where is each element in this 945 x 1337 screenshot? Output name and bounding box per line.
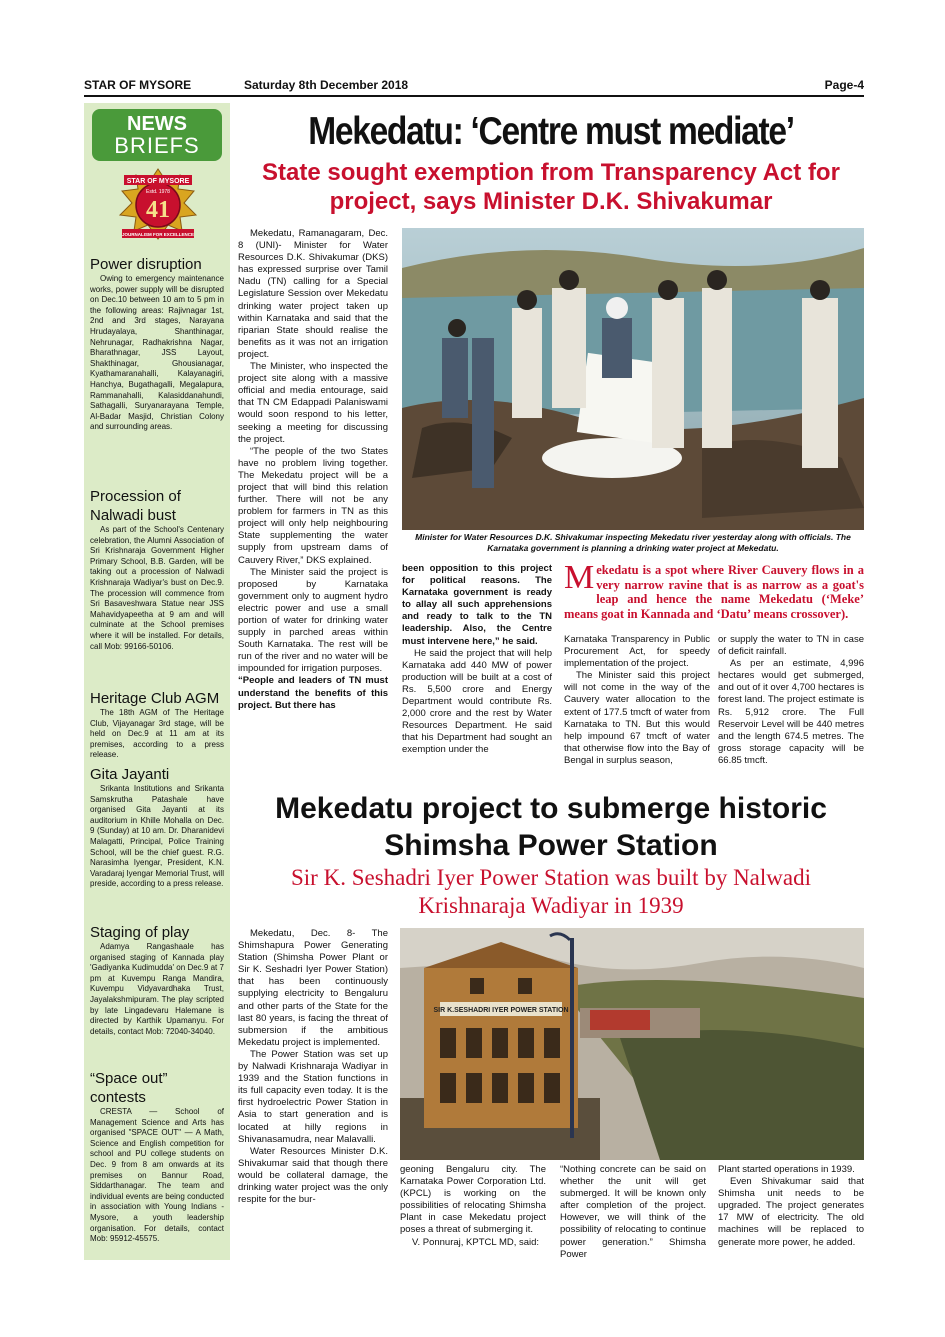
brief-gita-jayanti [90,765,224,890]
news-briefs-title-bottom: BRIEFS [114,133,200,158]
mekedatu-pull-quote [564,559,864,631]
story2-paragraph: Water Resources Minister D.K. Shivakumar said that though there would be collateral damage, the drinking water project was the only respite for the bur- [238,1145,388,1206]
story1-paragraph: “The people of the two States have no problem living together. The Mekedatu project will be a project that will bind this relation further. There will not be any problem for farmers in TN as this project will only help neighbouring State supplementing the water supply from upstream dams of Cauvery River,” DKS explained. [238,445,388,566]
star-of-mysore-41-logo [114,167,202,245]
brief-staging-of-play [90,923,224,1037]
logo-motto: JOURNALISM FOR EXCELLENCE [121,232,195,237]
page-header [84,78,864,96]
story1-headline: Mekedatu: ‘Centre must mediate’ [308,110,794,153]
brief-body: The 18th AGM of The Heritage Club, Vijayanagar 3rd stage, will be held on Dec.9 at 11 am at its premises, according to a press release. [90,708,224,760]
story1-paragraph: Karnataka Transparency in Public Procurement Act, for speedy implementation of the project. [564,634,710,670]
story2-paragraph: “Nothing concrete can be said on whether the unit will get submerged. It will be known only after completion of the project. However, we will think of the possibility of relocating to continue power generation.” Shimsha Power [560,1164,706,1260]
story1-paragraph: The Minister said this project will not come in the way of the Cauvery water allocation to the extent of 177.5 tmcft of water from Karnataka to TN. But this would help impound 67 tmcft of water that otherwise flow into the Bay of Bengal in surplus season, [564,670,710,766]
mekedatu-inspection-photo [402,228,864,530]
news-briefs-title-top: NEWS [127,113,187,135]
story2-subhead: Sir K. Seshadri Iyer Power Station was built by Nalwadi Krishnaraja Wadiyar in 1939 [291,865,811,918]
story2-column-3 [560,1164,706,1264]
story1-paragraph: As per an estimate, 4,996 hectares would get submerged, and out of it over 4,700 hectares is forest land. The project estimate is Rs. 5,912 crore. The Full Reservoir Level will be 440 metres and the length 674.5 metres. The gross storage capacity will be 66.85 tmcft. [718,658,864,766]
story1-column-3 [564,634,710,786]
brief-body: Adamya Rangashaale has organised staging of Kannada play 'Gadiyanka Kudimudda' on Dec.9 at 7 pm at Kuvempu Ranga Mandira, Kuvempu Vidyavardhaka Trust, Jayalakshmipuram. The play scripted by late Lingadevaru Halemane is directed by Karthik Upamanyu. For details, contact Mob: 72040-34040. [90,942,224,1036]
logo-paper-name: STAR OF MYSORE [126,178,190,185]
brief-body: CRESTA — School of Management Science and Arts has organised "SPACE OUT" — A Math, Science and English competition for school and PU college students on Dec. 9 from 8 am onwards at its premises on Bannur Road, Siddarthanagar. The team and individual events are being conducted in association with Young Indians - Mysore, a youth leadership organisation. For details, contact Mob: 95912-45575. [90,1107,224,1244]
story2-paragraph: Mekedatu, Dec. 8- The Shimshapura Power Generating Station (Shimsha Power Plant or Sir K. Seshadri Iyer Power Station) that has been continuously supplying electricity to Bengaluru and other parts of the State for the last 80 years, is facing the threat of submersion if the ambitious Mekedatu project is implemented. [238,928,388,1048]
story1-paragraph: The Minister, who inspected the project site along with a massive official and media entourage, said that TN CM Edappadi Palaniswami would soon respond to his letter, seeking a meeting for discussing the project. [238,361,388,445]
story1-photo-caption: Minister for Water Resources D.K. Shivakumar inspecting Mekedatu river yesterday along with officials. The Karnataka government is planning a drinking water project at Mekedatu. [415,532,851,553]
brief-heritage-club [90,689,224,761]
story2-paragraph: Even Shivakumar said that Shimsha unit needs to be upgraded. The project generates 17 MW of electricity. The old machines will be replaced to generate more power, he added. [718,1176,864,1248]
brief-body: As part of the School's Centenary celebration, the Alumni Association of Sri Krishnaraja Government Higher Primary School, B.B. Garden, will be taking out a procession of Nalwadi Krishnaraja Wadiyar's bust on Dec.9. The procession will commence from Sri Basaveshwara Statue near JSS Mahavidyapeetha at 9 am and will culminate at the School premises where it will be installed. For details, call Mob: 99166-50106. [90,525,224,651]
story1-bold-quote-continued: been opposition to this project for political reasons. The Karnataka government is ready to allay all such apprehensions and ready to talk to the TN leadership. Also, the Centre must intervene here,” he said. [402,563,552,647]
brief-title: “Space out” contests [90,1070,168,1106]
issue-date: Saturday 8th December 2018 [244,78,409,92]
news-briefs-badge [92,109,222,161]
paper-name: STAR OF MYSORE [84,78,192,92]
story1-paragraph: Mekedatu, Ramanagaram, Dec. 8 (UNI)- Minister for Water Resources D.K. Shivakumar (DKS) has expressed surprise over Tamil Nadu (TN) calling for a Special Legislature Session over Mekedatu drinking water project taken up within Karnataka and said that the riparian State should realise the benefits as it was not an irrigation project. [238,228,388,360]
story1-column-1 [238,228,388,786]
brief-title: Power disruption [90,256,202,273]
story2-paragraph: V. Ponnuraj, KPTCL MD, said: [412,1236,540,1248]
story1-subhead: State sought exemption from Transparency Act for project, says Minister D.K. Shivakumar [262,159,840,215]
pull-quote-text: ekedatu is a spot where River Cauvery flows in a very narrow ravine that is as narrow as a goat's leap and hence the name Mekedatu (‘Meke’ means goat in Kannada and ‘Datu’ means crossover). [564,563,864,621]
logo-number: 41 [146,197,170,223]
story2-column-2 [400,1164,546,1264]
story2-paragraph: geoning Bengaluru city. The Karnataka Power Corporation Ltd. (KPCL) is working on the possibilities of relocating Shimsha Plant in case Mekedatu project poses a threat of submerging it. [400,1164,546,1236]
brief-title: Heritage Club AGM [90,690,220,707]
brief-body: Owing to emergency maintenance works, power supply will be disrupted on Dec.10 between 10 am to 5 pm in the following areas: Rajivnagar 1st, 2nd and 3rd stages, Narayana Hrudayalaya, Shanthinagar, Nehrunagar, Radhakrishna Nagar, Bharathnagar, JSS Layout, Shakthinagar, Ghousianagar, Kyathamaranahalli, Kalayanagiri, Hanchya, Bugathagalli, Megalapura, Rammanahalli, Kalasiddanahundi, Sathagalli, Suryanarayana Temple, Al-Badar Masjid, Christian Colony and surrounding areas. [90,274,224,432]
building-sign-text: SIR K.SESHADRI IYER POWER STATION [433,1007,569,1014]
brief-title: Staging of play [90,924,190,941]
story1-paragraph: or supply the water to TN in case of deficit rainfall. [718,634,864,658]
brief-body: Srikanta Institutions and Srikanta Samskrutha Patashale have organised Gita Jayanti at its auditorium in Khille Mohalla on Dec. 9 (Sunday) at 10 am. Dr. Dharanidevi Malagatti, Principal, Police Training School, will be the chief guest. R.G. Narasimha Iyengar, President, K.N. Varadaraj Iyengar Memorial Trust, will preside, according to a press release. [90,784,224,889]
logo-established: Estd. 1978 [146,189,170,195]
page-number: Page-4 [824,78,864,92]
brief-title: Procession of Nalwadi bust [90,488,181,524]
story2-headline: Mekedatu project to submerge historic Shimsha Power Station [275,792,827,862]
brief-title: Gita Jayanti [90,766,170,783]
story2-column-4 [718,1164,864,1264]
story2-paragraph: Plant started operations in 1939. [718,1164,855,1175]
brief-power-disruption [90,255,224,433]
pull-quote-drop-cap: M [564,559,595,596]
story1-paragraph: He said the project that will help Karnataka add 440 MW of power production will be built at a cost of Rs. 5,500 crore and Energy Department would contribute Rs. 2,000 crore and the rest by Water Resources Department. He said that his Department had sought an exemption under the [402,647,552,756]
shimsha-power-station-photo [400,928,864,1160]
news-briefs-sidebar [84,103,230,1260]
story1-bold-quote: “People and leaders of TN must understand the benefits of this project. But there has [238,675,388,711]
story2-column-1 [238,928,388,1264]
story1-column-4 [718,634,864,786]
story1-paragraph: The Minister said the project is proposed by Karnataka government only to augment hydro electric power and use a small portion of water for drinking water supply in parched areas within South Karnataka. The rest will be run of the river and no water will be impounded for irrigation purposes. [238,566,388,675]
story2-paragraph: The Power Station was set up by Nalwadi Krishnaraja Wadiyar in 1939 and the Station functions in its full capacity even today. It is the first hydroelectric Power Station in Asia to start generation and is located at hilly regions in Shivanasamudra, near Malavalli. [238,1048,388,1145]
brief-space-out [90,1069,224,1245]
story1-column-2 [402,563,552,786]
header-rule [84,95,864,97]
brief-procession [90,487,224,652]
